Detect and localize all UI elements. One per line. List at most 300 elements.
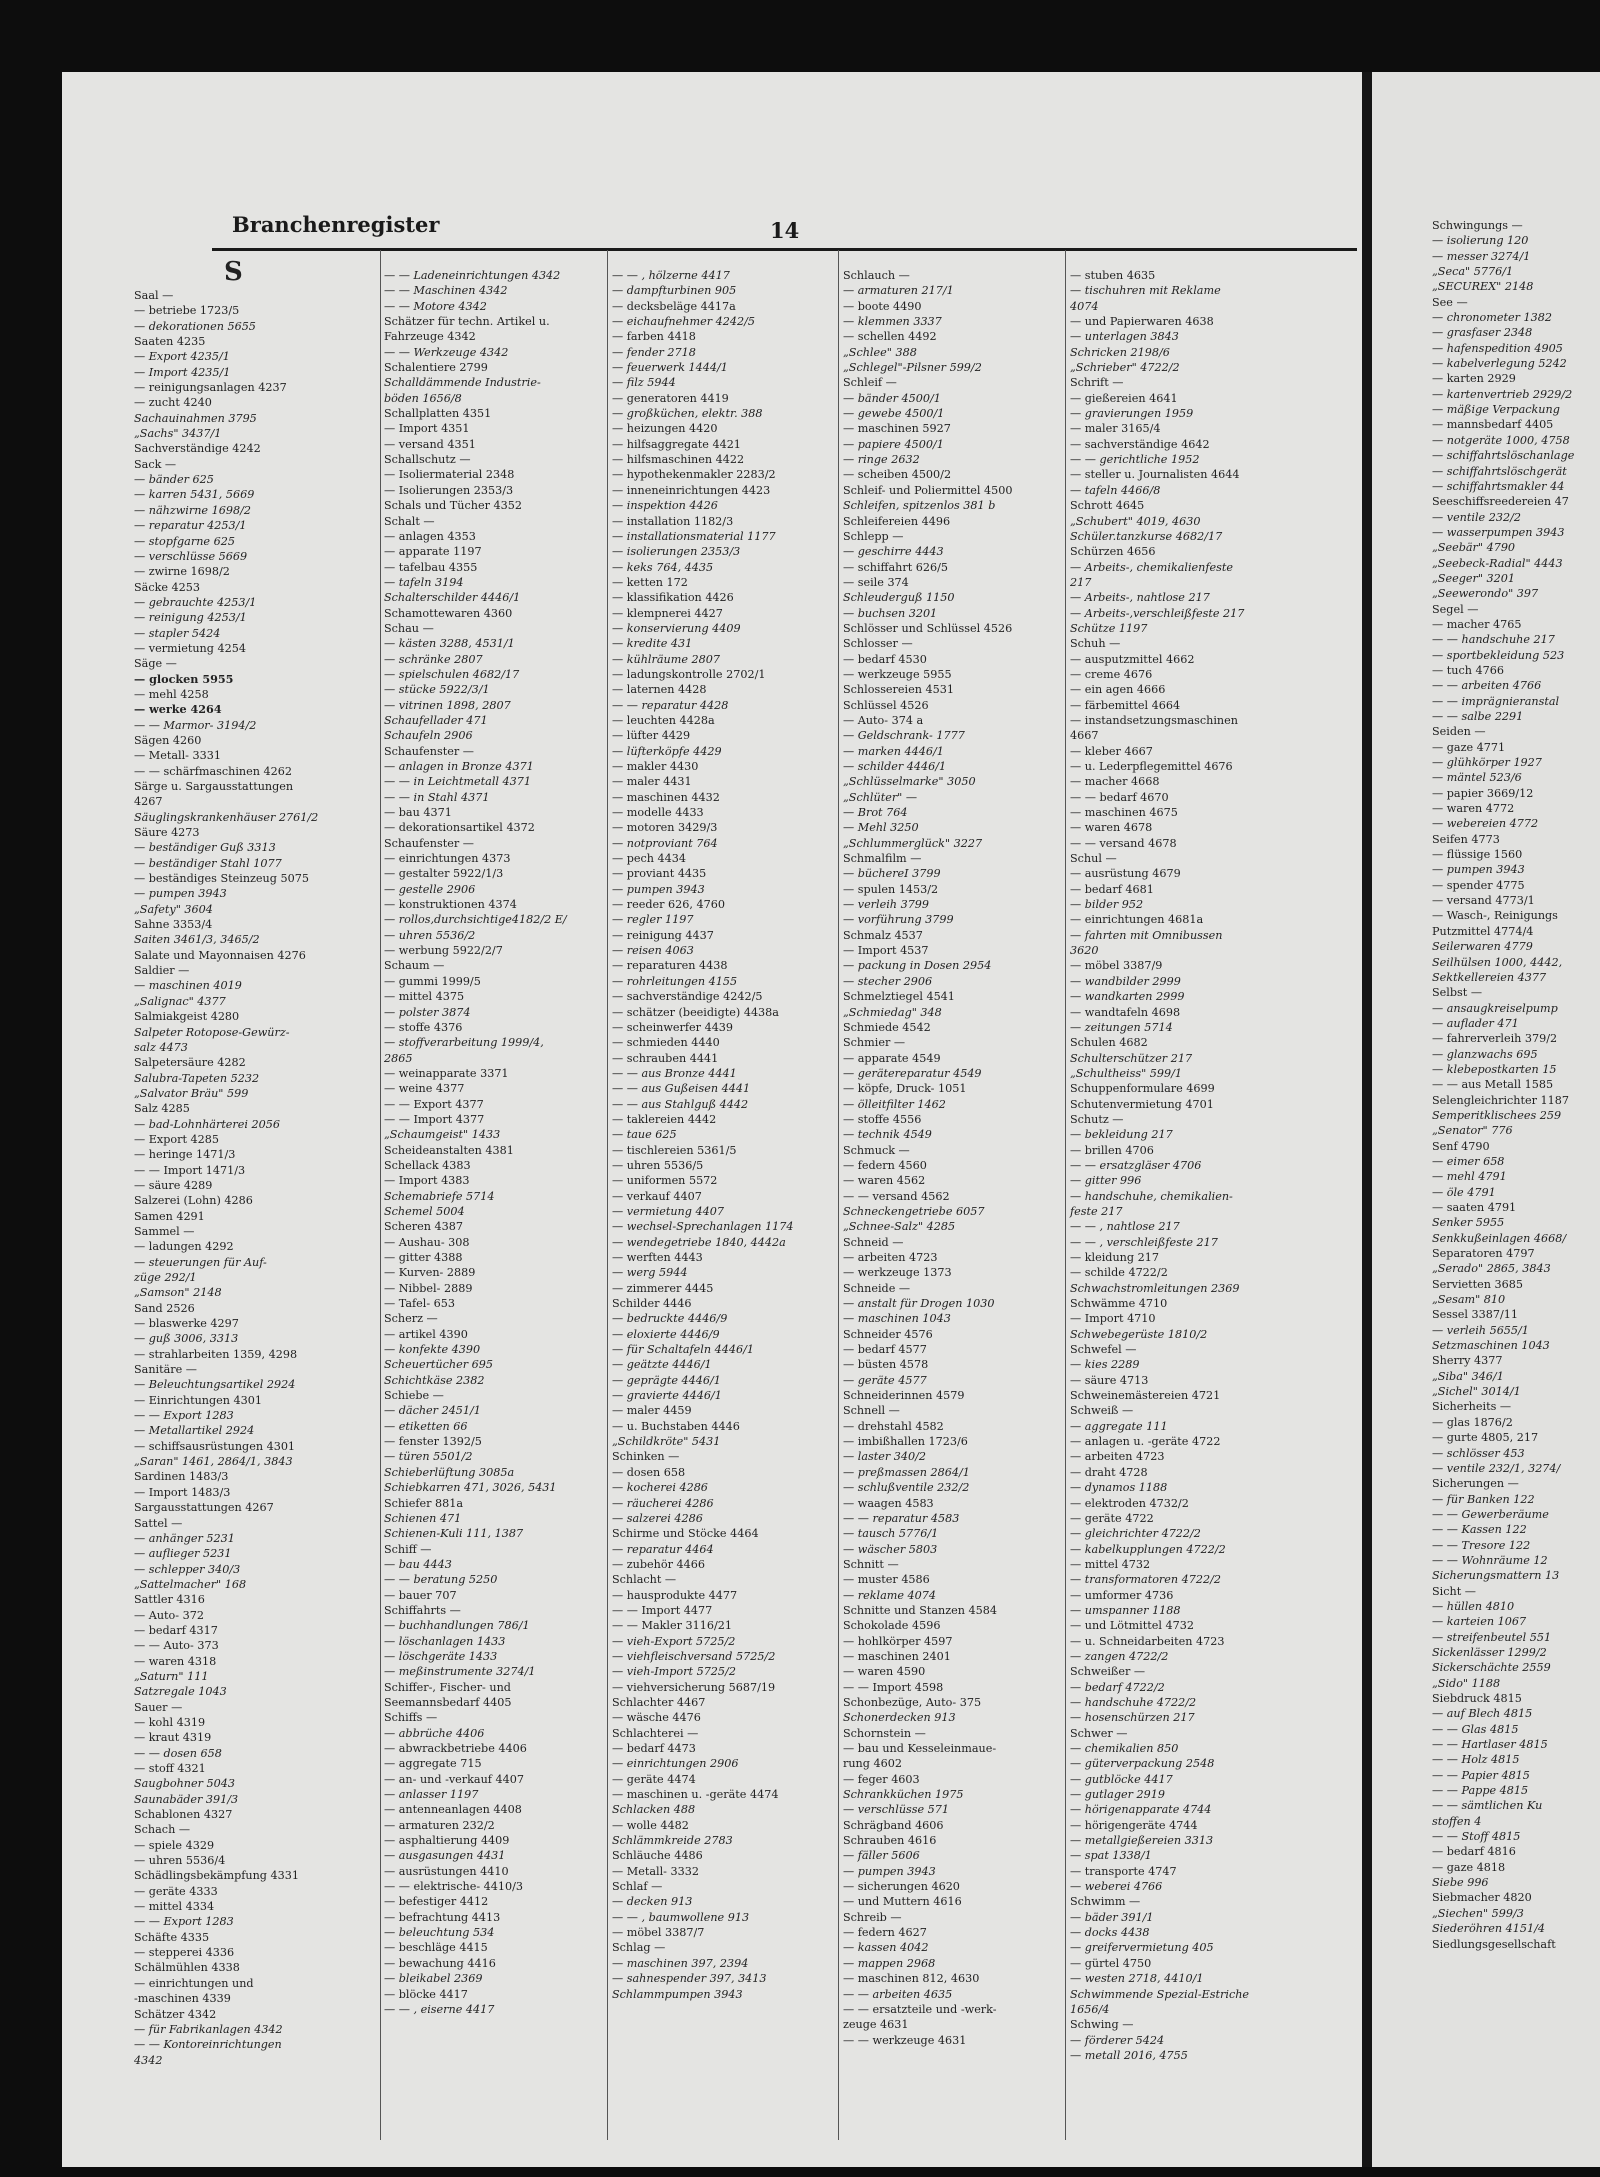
directory-entry: Schleifereien 4496 bbox=[843, 514, 951, 528]
directory-entry: Schleuderguß 1150 bbox=[843, 591, 955, 605]
directory-entry: — gummi 1999/5 bbox=[384, 974, 481, 988]
directory-entry: — tafeln 3194 bbox=[384, 575, 464, 589]
directory-entry: 217 bbox=[1070, 575, 1092, 589]
directory-entry: — weberei 4766 bbox=[1070, 1880, 1163, 1894]
directory-entry: — löschanlagen 1433 bbox=[384, 1634, 506, 1648]
directory-entry: Salz 4285 bbox=[134, 1102, 190, 1116]
directory-entry: — spiele 4329 bbox=[134, 1838, 215, 1852]
directory-entry: — auflader 471 bbox=[1432, 1016, 1519, 1030]
directory-entry: Schnitt — bbox=[843, 1557, 899, 1571]
directory-entry: stoffen 4 bbox=[1432, 1814, 1482, 1828]
directory-entry: Schiffer-, Fischer- und bbox=[384, 1680, 511, 1694]
directory-entry: — technik 4549 bbox=[843, 1128, 932, 1142]
directory-entry: — reklame 4074 bbox=[843, 1588, 936, 1602]
directory-entry: „Salvator Bräu" 599 bbox=[134, 1086, 249, 1100]
directory-entry: — einrichtungen 4681a bbox=[1070, 913, 1204, 927]
directory-entry: — gutlager 2919 bbox=[1070, 1788, 1166, 1802]
directory-entry: — maler 4459 bbox=[612, 1404, 692, 1418]
directory-entry: — hausprodukte 4477 bbox=[612, 1588, 738, 1602]
directory-entry: — tausch 5776/1 bbox=[843, 1527, 939, 1541]
directory-entry: — bedarf 4577 bbox=[843, 1343, 927, 1357]
directory-entry: — köpfe, Druck- 1051 bbox=[843, 1082, 967, 1096]
directory-entry: — und Muttern 4616 bbox=[843, 1895, 962, 1909]
directory-entry: — taklereien 4442 bbox=[612, 1112, 717, 1126]
directory-entry: — — Glas 4815 bbox=[1432, 1722, 1519, 1736]
directory-entry: Scheren 4387 bbox=[384, 1220, 463, 1234]
directory-entry: — vorführung 3799 bbox=[843, 913, 954, 927]
directory-entry: — keks 764, 4435 bbox=[612, 560, 714, 574]
directory-entry: — marken 4446/1 bbox=[843, 744, 944, 758]
directory-entry: „Schlüsselmarke" 3050 bbox=[843, 775, 976, 789]
directory-entry: „SECUREX" 2148 bbox=[1432, 280, 1534, 294]
directory-entry: Schalt — bbox=[384, 514, 435, 528]
directory-entry: Schlosser — bbox=[843, 637, 913, 651]
directory-entry: Sicht — bbox=[1432, 1584, 1476, 1598]
directory-entry: — saaten 4791 bbox=[1432, 1201, 1517, 1214]
directory-entry: — unterlagen 3843 bbox=[1070, 330, 1179, 344]
directory-entry: — — Gewerberäume bbox=[1432, 1507, 1549, 1521]
directory-entry: Schmalfilm — bbox=[843, 852, 922, 866]
directory-entry: — Aushau- 308 bbox=[384, 1235, 470, 1249]
directory-entry: Sägen 4260 bbox=[134, 733, 202, 747]
directory-entry: — installation 1182/3 bbox=[612, 514, 734, 528]
directory-entry: Schallschutz — bbox=[384, 453, 471, 467]
directory-entry: Sicherungen — bbox=[1432, 1477, 1519, 1491]
directory-entry: Schlepp — bbox=[843, 529, 904, 543]
directory-entry: Schüler.tanzkurse 4682/17 bbox=[1070, 529, 1223, 543]
directory-entry: Schwimm — bbox=[1070, 1895, 1141, 1909]
directory-entry: — dynamos 1188 bbox=[1070, 1481, 1168, 1495]
directory-entry: Schlösser und Schlüssel 4526 bbox=[843, 621, 1013, 635]
directory-entry: — westen 2718, 4410/1 bbox=[1070, 1972, 1204, 1986]
directory-entry: — rohrleitungen 4155 bbox=[612, 974, 738, 988]
directory-entry: — reinigungsanlagen 4237 bbox=[134, 381, 287, 395]
directory-entry: — bedarf 4473 bbox=[612, 1742, 696, 1755]
directory-entry: — reparatur 4464 bbox=[612, 1542, 714, 1556]
directory-entry: Schellack 4383 bbox=[384, 1158, 471, 1172]
directory-entry: — tischuhren mit Reklame bbox=[1070, 284, 1221, 298]
directory-entry: — — Ladeneinrichtungen 4342 bbox=[384, 269, 561, 282]
directory-entry: — notgeräte 1000, 4758 bbox=[1432, 433, 1570, 447]
directory-entry: Schamottewaren 4360 bbox=[384, 606, 513, 620]
directory-entry: — anhänger 5231 bbox=[134, 1531, 235, 1545]
directory-entry: — maschinen 5927 bbox=[843, 422, 951, 436]
directory-entry: Schleif — bbox=[843, 376, 897, 390]
directory-entry: — schiffahrt 626/5 bbox=[843, 560, 948, 574]
directory-entry: — betriebe 1723/5 bbox=[134, 304, 240, 318]
directory-entry: Samen 4291 bbox=[134, 1209, 205, 1223]
directory-entry: Salmiakgeist 4280 bbox=[134, 1010, 240, 1024]
directory-entry: — — Tresore 122 bbox=[1432, 1538, 1531, 1552]
directory-entry: — mittel 4334 bbox=[134, 1900, 215, 1914]
directory-entry: Schulterschützer 217 bbox=[1070, 1051, 1193, 1065]
directory-entry: — flüssige 1560 bbox=[1432, 848, 1523, 862]
directory-entry: — — , verschleißfeste 217 bbox=[1070, 1235, 1218, 1249]
directory-entry: Salzerei (Lohn) 4286 bbox=[134, 1194, 253, 1208]
directory-entry: — für Fabrikanlagen 4342 bbox=[134, 2022, 283, 2036]
directory-entry: — verkauf 4407 bbox=[612, 1189, 702, 1203]
directory-entry: — auf Blech 4815 bbox=[1432, 1707, 1533, 1721]
directory-entry: — verschlüsse 571 bbox=[843, 1803, 950, 1817]
directory-entry: — brillen 4706 bbox=[1070, 1143, 1154, 1157]
directory-entry: — tafelbau 4355 bbox=[384, 560, 478, 574]
directory-entry: — — Holz 4815 bbox=[1432, 1753, 1520, 1767]
directory-entry: — Isoliermaterial 2348 bbox=[384, 468, 515, 482]
directory-entry: Sargausstattungen 4267 bbox=[134, 1501, 274, 1515]
directory-entry: Schätzer für techn. Artikel u. bbox=[384, 315, 550, 329]
directory-entry: — bilder 952 bbox=[1070, 898, 1144, 912]
directory-entry: — weine 4377 bbox=[384, 1082, 465, 1096]
directory-entry: — maler 4431 bbox=[612, 775, 692, 789]
directory-entry: Schienen-Kuli 111, 1387 bbox=[384, 1527, 524, 1541]
directory-entry: — — versand 4562 bbox=[843, 1189, 950, 1203]
directory-entry: — bau 4443 bbox=[384, 1557, 452, 1571]
directory-entry: — spat 1338/1 bbox=[1070, 1849, 1152, 1863]
directory-entry: — zimmerer 4445 bbox=[612, 1281, 714, 1295]
directory-entry: — maschinen 2401 bbox=[843, 1649, 951, 1663]
header-rule bbox=[212, 248, 1357, 251]
directory-entry: Sicherheits — bbox=[1432, 1400, 1512, 1414]
directory-entry: — einrichtungen 2906 bbox=[612, 1757, 739, 1771]
directory-entry: Sattler 4316 bbox=[134, 1593, 205, 1607]
directory-entry: rung 4602 bbox=[843, 1757, 902, 1771]
directory-entry: Säcke 4253 bbox=[134, 580, 201, 594]
directory-entry: — greifervermietung 405 bbox=[1070, 1941, 1214, 1955]
directory-entry: Saiten 3461/3, 3465/2 bbox=[134, 933, 260, 947]
directory-entry: Putzmittel 4774/4 bbox=[1432, 924, 1534, 938]
directory-entry: salz 4473 bbox=[134, 1040, 188, 1054]
directory-entry: — reeder 626, 4760 bbox=[612, 898, 725, 912]
directory-entry: — Metall- 3331 bbox=[134, 749, 221, 763]
directory-entry: Siebe 996 bbox=[1432, 1876, 1489, 1890]
directory-entry: — werg 5944 bbox=[612, 1266, 688, 1280]
directory-entry: Schiebkarren 471, 3026, 5431 bbox=[384, 1481, 557, 1495]
directory-entry: — wäscher 5803 bbox=[843, 1542, 938, 1556]
directory-entry: Seeschiffsreedereien 47 bbox=[1432, 495, 1569, 509]
directory-entry: Schwimmende Spezial-Estriche bbox=[1070, 1987, 1250, 2001]
directory-entry: Schädlingsbekämpfung 4331 bbox=[134, 1869, 299, 1883]
directory-entry: — seile 374 bbox=[843, 575, 909, 589]
directory-entry: — — , hölzerne 4417 bbox=[612, 269, 730, 282]
directory-entry: — decksbeläge 4417a bbox=[612, 299, 736, 313]
directory-entry: — — Import 1471/3 bbox=[134, 1163, 246, 1177]
directory-entry: — chronometer 1382 bbox=[1432, 311, 1552, 325]
directory-entry: — karren 5431, 5669 bbox=[134, 488, 255, 502]
section-letter: S bbox=[224, 257, 243, 287]
directory-entry: „Sido" 1188 bbox=[1432, 1676, 1501, 1690]
directory-column-4 bbox=[843, 268, 1063, 2048]
directory-entry: — — Makler 3116/21 bbox=[612, 1619, 732, 1633]
directory-entry: — gestalter 5922/1/3 bbox=[384, 867, 504, 881]
directory-entry: — wandbilder 2999 bbox=[1070, 974, 1181, 988]
directory-entry: Schwebegerüste 1810/2 bbox=[1070, 1327, 1208, 1341]
directory-entry: — zubehör 4466 bbox=[612, 1557, 705, 1571]
directory-entry: — — Export 1283 bbox=[134, 1409, 234, 1423]
directory-entry: — scheiben 4500/2 bbox=[843, 468, 952, 482]
directory-entry: Siederöhren 4151/4 bbox=[1432, 1922, 1546, 1936]
directory-entry: Schlachterei — bbox=[612, 1726, 699, 1740]
directory-entry: — ringe 2632 bbox=[843, 453, 920, 467]
directory-entry: Schneiderinnen 4579 bbox=[843, 1389, 965, 1403]
directory-entry: Sachauinahmen 3795 bbox=[134, 411, 257, 425]
directory-entry: — für Schaltafeln 4446/1 bbox=[612, 1343, 755, 1357]
directory-entry: Scheideanstalten 4381 bbox=[384, 1143, 514, 1157]
directory-entry: — dosen 658 bbox=[612, 1465, 686, 1479]
directory-entry: Schrankküchen 1975 bbox=[843, 1788, 964, 1802]
directory-entry: — gürtel 4750 bbox=[1070, 1956, 1152, 1970]
directory-entry: — Metallartikel 2924 bbox=[134, 1424, 255, 1438]
directory-entry: Schlachter 4467 bbox=[612, 1695, 706, 1709]
directory-entry: — pumpen 3943 bbox=[843, 1864, 936, 1878]
directory-entry: — — in Leichtmetall 4371 bbox=[384, 775, 531, 789]
directory-entry: Schokolade 4596 bbox=[843, 1619, 941, 1633]
directory-entry: Schau — bbox=[384, 621, 434, 635]
directory-entry: „Schmiedag" 348 bbox=[843, 1005, 942, 1019]
page-number: 14 bbox=[770, 218, 800, 243]
directory-entry: — messer 3274/1 bbox=[1432, 249, 1531, 263]
directory-entry: — isolierungen 2353/3 bbox=[612, 545, 741, 559]
directory-entry: — pumpen 3943 bbox=[134, 887, 227, 901]
directory-entry: Senkkußeinlagen 4668/ bbox=[1432, 1231, 1567, 1245]
directory-entry: — umformer 4736 bbox=[1070, 1588, 1174, 1602]
directory-entry: — förderer 5424 bbox=[1070, 2033, 1165, 2047]
directory-entry: — maler 3165/4 bbox=[1070, 422, 1161, 436]
directory-entry: Fahrzeuge 4342 bbox=[384, 330, 476, 344]
directory-entry: — — schärfmaschinen 4262 bbox=[134, 764, 292, 778]
directory-entry: — — salbe 2291 bbox=[1432, 710, 1524, 723]
directory-entry: — möbel 3387/7 bbox=[612, 1926, 705, 1940]
directory-entry: — metallgießereien 3313 bbox=[1070, 1834, 1214, 1848]
directory-entry: Selbst — bbox=[1432, 986, 1483, 1000]
directory-entry: Schlag — bbox=[612, 1941, 666, 1955]
directory-entry: — streifenbeutel 551 bbox=[1432, 1630, 1552, 1644]
directory-entry: — reinigung 4437 bbox=[612, 928, 714, 942]
directory-entry: — isolierung 120 bbox=[1432, 234, 1529, 248]
directory-entry: Schiebe — bbox=[384, 1389, 444, 1403]
directory-entry: — — reparatur 4428 bbox=[612, 698, 729, 712]
directory-entry: Schwing — bbox=[1070, 2018, 1134, 2032]
directory-entry: — dekorationen 5655 bbox=[134, 319, 256, 333]
directory-entry: — schiffahrtslöschanlage bbox=[1432, 449, 1575, 463]
directory-entry: — chemikalien 850 bbox=[1070, 1742, 1179, 1755]
directory-entry: — konfekte 4390 bbox=[384, 1343, 481, 1357]
directory-entry: Schrift — bbox=[1070, 376, 1124, 390]
directory-entry: — anlagen in Bronze 4371 bbox=[384, 760, 534, 773]
directory-entry: Schallplatten 4351 bbox=[384, 407, 492, 421]
directory-entry: — — , nahtlose 217 bbox=[1070, 1220, 1180, 1234]
directory-entry: — — sämtlichen Ku bbox=[1432, 1799, 1543, 1813]
directory-entry: — stoff 4321 bbox=[134, 1762, 206, 1775]
directory-entry: — einrichtungen 4373 bbox=[384, 852, 511, 866]
directory-entry: Schürzen 4656 bbox=[1070, 545, 1156, 559]
directory-entry: Schmalz 4537 bbox=[843, 928, 923, 942]
directory-entry: Siebdruck 4815 bbox=[1432, 1692, 1522, 1705]
directory-entry: Seifen 4773 bbox=[1432, 832, 1500, 846]
directory-entry: — macher 4668 bbox=[1070, 775, 1160, 789]
directory-entry: — wendegetriebe 1840, 4442a bbox=[612, 1235, 786, 1249]
directory-entry: Schwämme 4710 bbox=[1070, 1297, 1168, 1311]
directory-entry: — ölleitfilter 1462 bbox=[843, 1097, 946, 1111]
directory-entry: — feuerwerk 1444/1 bbox=[612, 361, 728, 375]
directory-entry: „Salignac" 4377 bbox=[134, 994, 226, 1008]
directory-entry: — fäller 5606 bbox=[843, 1849, 920, 1863]
directory-entry: — dampfturbinen 905 bbox=[612, 284, 737, 298]
directory-entry: — — ersatzgläser 4706 bbox=[1070, 1158, 1202, 1172]
directory-entry: Sickenlässer 1299/2 bbox=[1432, 1645, 1547, 1659]
directory-entry: — möbel 3387/9 bbox=[1070, 959, 1163, 973]
directory-entry: — — bedarf 4670 bbox=[1070, 790, 1169, 804]
directory-entry: zeuge 4631 bbox=[843, 2018, 909, 2032]
directory-entry: — bedarf 4722/2 bbox=[1070, 1680, 1165, 1694]
directory-entry: — stücke 5922/3/1 bbox=[384, 683, 490, 697]
directory-entry: Selengleichrichter 1187 bbox=[1432, 1093, 1569, 1107]
directory-entry: Schutz — bbox=[1070, 1112, 1124, 1126]
directory-entry: — Isolierungen 2353/3 bbox=[384, 483, 514, 497]
directory-entry: — uhren 5536/5 bbox=[612, 1158, 704, 1172]
directory-entry: — mittel 4375 bbox=[384, 990, 465, 1004]
directory-entry: — geräte 4333 bbox=[134, 1884, 218, 1898]
directory-entry: — gurte 4805, 217 bbox=[1432, 1431, 1539, 1445]
directory-entry: — — Wohnräume 12 bbox=[1432, 1553, 1548, 1567]
directory-entry: — asphaltierung 4409 bbox=[384, 1834, 510, 1848]
directory-entry: — packung in Dosen 2954 bbox=[843, 959, 992, 973]
directory-entry: — befrachtung 4413 bbox=[384, 1910, 501, 1924]
directory-column-1 bbox=[134, 256, 374, 2068]
directory-entry: Schmuck — bbox=[843, 1143, 910, 1157]
directory-entry: Schilder 4446 bbox=[612, 1297, 692, 1311]
directory-entry: — zucht 4240 bbox=[134, 396, 212, 410]
directory-entry: — färbemittel 4664 bbox=[1070, 698, 1181, 712]
directory-entry: — mehl 4791 bbox=[1432, 1170, 1507, 1184]
directory-entry: Seiden — bbox=[1432, 725, 1486, 739]
directory-entry: Sessel 3387/11 bbox=[1432, 1308, 1518, 1322]
directory-entry: — gießereien 4641 bbox=[1070, 391, 1178, 405]
directory-entry: — glas 1876/2 bbox=[1432, 1415, 1513, 1429]
directory-entry: — Import 4710 bbox=[1070, 1312, 1156, 1326]
directory-entry: — büsten 4578 bbox=[843, 1358, 929, 1372]
directory-entry: — pech 4434 bbox=[612, 852, 687, 866]
directory-entry: — sahnespender 397, 3413 bbox=[612, 1972, 767, 1986]
directory-entry: Semperitklischees 259 bbox=[1432, 1108, 1562, 1122]
directory-entry: — papiere 4500/1 bbox=[843, 437, 944, 451]
directory-entry: — mäntel 523/6 bbox=[1432, 771, 1522, 785]
directory-entry: — uhren 5536/2 bbox=[384, 928, 476, 942]
directory-entry: — — in Stahl 4371 bbox=[384, 790, 490, 804]
directory-entry: — laternen 4428 bbox=[612, 683, 707, 697]
directory-entry: — creme 4676 bbox=[1070, 667, 1153, 681]
adjacent-page bbox=[1372, 72, 1600, 2167]
directory-entry: — räucherei 4286 bbox=[612, 1496, 714, 1510]
directory-entry: Schiffahrts — bbox=[384, 1603, 461, 1617]
directory-entry: — geräte 4474 bbox=[612, 1772, 696, 1786]
directory-entry: Schalterschilder 4446/1 bbox=[384, 591, 521, 605]
directory-entry: — — reparatur 4583 bbox=[843, 1511, 960, 1525]
directory-entry: — schellen 4492 bbox=[843, 330, 937, 344]
directory-entry: — säure 4713 bbox=[1070, 1373, 1149, 1387]
directory-entry: — artikel 4390 bbox=[384, 1327, 468, 1341]
directory-entry: — hohlkörper 4597 bbox=[843, 1634, 953, 1648]
directory-entry: — viehversicherung 5687/19 bbox=[612, 1680, 776, 1694]
directory-entry: — stuben 4635 bbox=[1070, 269, 1156, 282]
directory-entry: — ladungen 4292 bbox=[134, 1240, 234, 1254]
directory-entry: Schätzer 4342 bbox=[134, 2007, 217, 2021]
directory-entry: — aggregate 111 bbox=[1070, 1419, 1168, 1433]
directory-entry: — strahlarbeiten 1359, 4298 bbox=[134, 1347, 298, 1361]
directory-entry: „Schlegel"-Pilsner 599/2 bbox=[843, 361, 982, 375]
directory-entry: — bedarf 4816 bbox=[1432, 1845, 1516, 1859]
directory-entry: — etiketten 66 bbox=[384, 1419, 468, 1433]
directory-entry: — tischlereien 5361/5 bbox=[612, 1143, 737, 1157]
directory-entry: — schrauben 4441 bbox=[612, 1051, 719, 1065]
directory-entry: — blaswerke 4297 bbox=[134, 1317, 239, 1331]
directory-entry: Schaum — bbox=[384, 959, 445, 973]
directory-entry: „Seewerondo" 397 bbox=[1432, 587, 1539, 601]
directory-entry: — schiffahrtslöschgerät bbox=[1432, 464, 1567, 478]
directory-entry: — mannsbedarf 4405 bbox=[1432, 418, 1554, 432]
directory-entry: — — Papier 4815 bbox=[1432, 1768, 1530, 1782]
directory-entry: — pumpen 3943 bbox=[612, 882, 705, 896]
directory-entry: — handschuhe 4722/2 bbox=[1070, 1695, 1197, 1709]
directory-entry: — gitter 4388 bbox=[384, 1251, 463, 1264]
directory-entry: Sherry 4377 bbox=[1432, 1354, 1503, 1368]
directory-entry: — gerätereparatur 4549 bbox=[843, 1066, 982, 1080]
directory-entry: Schneckengetriebe 6057 bbox=[843, 1204, 985, 1218]
directory-entry: — Beleuchtungsartikel 2924 bbox=[134, 1378, 296, 1392]
directory-entry: „Schildkröte" 5431 bbox=[612, 1435, 721, 1449]
directory-entry: Schalentiere 2799 bbox=[384, 361, 488, 375]
directory-entry: — eimer 658 bbox=[1432, 1154, 1505, 1168]
directory-entry: — wolle 4482 bbox=[612, 1818, 689, 1832]
directory-entry: — und Papierwaren 4638 bbox=[1070, 315, 1214, 329]
directory-entry: — — Export 4377 bbox=[384, 1097, 484, 1111]
directory-entry: Schnitte und Stanzen 4584 bbox=[843, 1603, 997, 1617]
directory-entry: Senker 5955 bbox=[1432, 1216, 1505, 1230]
directory-entry: — versand 4773/1 bbox=[1432, 894, 1535, 908]
directory-entry: — — Kassen 122 bbox=[1432, 1523, 1527, 1537]
directory-entry: — — Werkzeuge 4342 bbox=[384, 345, 509, 359]
directory-entry: Schornstein — bbox=[843, 1726, 926, 1740]
directory-entry: — — ersatzteile und -werk- bbox=[843, 2002, 997, 2016]
directory-entry: — instandsetzungsmaschinen bbox=[1070, 713, 1238, 727]
directory-entry: — eichaufnehmer 4242/5 bbox=[612, 315, 755, 329]
directory-entry: — metall 2016, 4755 bbox=[1070, 2048, 1188, 2062]
directory-entry: — beständiges Steinzeug 5075 bbox=[134, 872, 309, 886]
directory-entry: Schlacken 488 bbox=[612, 1803, 696, 1817]
directory-entry: „Schlüter" — bbox=[843, 790, 918, 804]
directory-entry: — — Import 4377 bbox=[384, 1112, 485, 1126]
directory-entry: — schränke 2807 bbox=[384, 652, 483, 666]
directory-column-6 bbox=[1432, 218, 1600, 1952]
directory-entry: — tafeln 4466/8 bbox=[1070, 483, 1161, 497]
directory-entry: — gleichrichter 4722/2 bbox=[1070, 1527, 1201, 1541]
directory-entry: — schilder 4446/1 bbox=[843, 760, 947, 773]
column-divider bbox=[1065, 250, 1066, 2140]
directory-entry: — gaze 4818 bbox=[1432, 1860, 1506, 1874]
directory-entry: Schiffs — bbox=[384, 1711, 438, 1725]
directory-entry: — schmieden 4440 bbox=[612, 1036, 720, 1050]
directory-entry: Siebmacher 4820 bbox=[1432, 1891, 1532, 1905]
directory-entry: — — , eiserne 4417 bbox=[384, 2002, 495, 2016]
directory-entry: — generatoren 4419 bbox=[612, 391, 729, 405]
directory-entry: — uniformen 5572 bbox=[612, 1174, 718, 1188]
directory-entry: — löschgeräte 1433 bbox=[384, 1649, 498, 1663]
directory-entry: — Auto- 372 bbox=[134, 1608, 204, 1622]
directory-entry: — kocherei 4286 bbox=[612, 1481, 708, 1495]
directory-entry: — macher 4765 bbox=[1432, 617, 1522, 631]
directory-entry: Schaufenster — bbox=[384, 836, 474, 850]
directory-entry: Siedlungsgesellschaft bbox=[1432, 1937, 1556, 1951]
directory-entry: — schätzer (beeidigte) 4438a bbox=[612, 1005, 779, 1019]
